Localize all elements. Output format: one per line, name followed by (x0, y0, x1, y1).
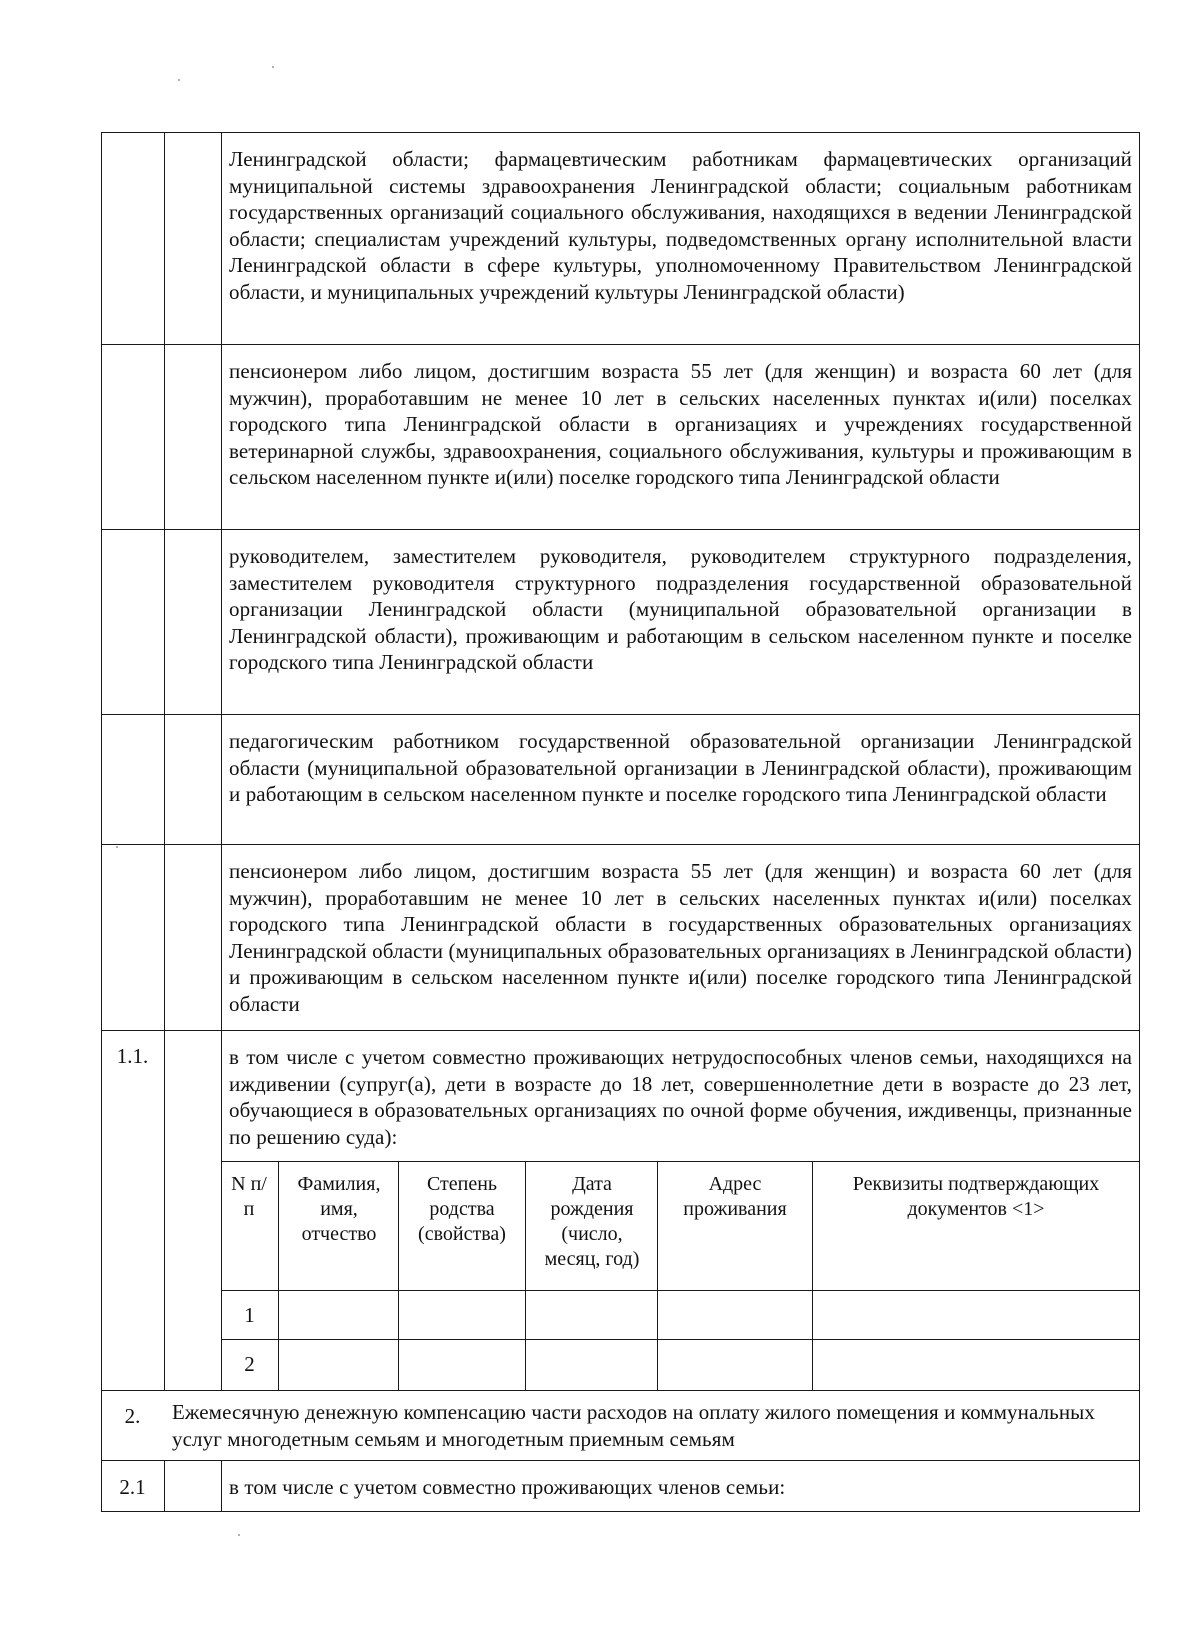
table-border-left (101, 132, 102, 1512)
family-table-row-separator (221, 1290, 1139, 1291)
row-separator (101, 1030, 1140, 1031)
scan-speck (178, 79, 180, 81)
family-table-column-separator (525, 1161, 526, 1390)
column-separator-mark (221, 132, 222, 1390)
scan-speck (116, 846, 118, 848)
row-separator (101, 1390, 1140, 1391)
row-text-teachers: педагогическим работником государственной образовательной организации Ленинградской области (муниципальной образовательной организации в Ленинградской области), проживающим и работающим в сельском населенном пункте и поселке городского типа Ленинградской области (229, 729, 1132, 806)
row-text-pensioner-education: пенсионером либо лицом, достигшим возраста 55 лет (для женщин) и возраста 60 лет (для мужчин), проработавшим не менее 10 лет в сельских населенных пунктах и(или) поселках городского типа Ленинградской области в государственных образовательных организациях Ленинградской области (муниципальных образовательных организациях в Ленинградской области) и проживающим в сельском населенном пункте и(или) поселке городского типа Ленинградской области (229, 859, 1132, 1016)
scan-speck (238, 1534, 240, 1536)
family-header-address: Адрес проживания (683, 1173, 787, 1220)
family-table-column-separator (398, 1161, 399, 1390)
family-row-number: 2 (244, 1352, 255, 1376)
row-text-pensioner-social-services: пенсионером либо лицом, достигшим возраста 55 лет (для женщин) и возраста 60 лет (для мужчин), проработавшим не менее 10 лет в сельских населенных пунктах и(или) поселках городского типа Ленинградской области в организациях и учреждениях государственной ветеринарной службы, здравоохранения, социального обслуживания, культуры и проживающим в сельском населенном пункте и(или) поселке городского типа Ленинградской области (229, 359, 1132, 489)
family-row-number: 1 (244, 1303, 255, 1327)
row-number-2: 2. (124, 1404, 141, 1428)
row-separator (101, 1460, 1140, 1461)
family-table-column-separator (657, 1161, 658, 1390)
column-separator-number (164, 1460, 165, 1512)
row-text-compensation: Ежемесячную денежную компенсацию части расходов на оплату жилого помещения и коммунальных услуг многодетным семьям и многодетным приемным семьям (172, 1400, 1095, 1451)
family-header-birth-date: Дата рождения (число, месяц, год) (544, 1173, 640, 1270)
table-border-top (101, 132, 1140, 133)
row-number-1-1: 1.1. (116, 1044, 149, 1068)
family-table-row-separator (221, 1339, 1139, 1340)
row-separator (101, 344, 1140, 345)
row-text-dependents: в том числе с учетом совместно проживающих нетрудоспособных членов семьи, находящихся на иждивении (супруг(а), дети в возрасте до 18 лет, совершеннолетние дети в возрасте до 23 лет, обучающиеся в образовательных организациях по очной форме обучения, иждивенцы, признанные по решению суда): (229, 1045, 1132, 1149)
row-number-2-1: 2.1 (119, 1475, 146, 1499)
table-border-bottom (101, 1511, 1140, 1512)
column-separator-mark (221, 1460, 222, 1512)
family-table-border-top (221, 1161, 1139, 1162)
family-header-full-name: Фамилия, имя, отчество (297, 1173, 381, 1245)
row-separator (101, 844, 1140, 845)
family-header-documents: Реквизиты подтверждающих документов <1> (852, 1173, 1100, 1220)
column-separator-number (164, 132, 165, 1390)
row-separator (101, 529, 1140, 530)
table-border-right (1139, 132, 1140, 1512)
row-text-family-members: в том числе с учетом совместно проживающих членов семьи: (229, 1475, 786, 1499)
scan-speck (272, 66, 274, 68)
row-text-cultural-workers: Ленинградской области; фармацевтическим работникам фармацевтических организаций муниципальной системы здравоохранения Ленинградской области; социальным работникам государственных организаций социального обслуживания, находящихся в ведении Ленинградской области; специалистам учреждений культуры, подведомственных органу исполнительной власти Ленинградской области в сфере культуры, уполномоченному Правительством Ленинградской области, и муниципальных учреждений культуры Ленинградской области) (229, 147, 1132, 304)
family-header-relation: Степень родства (свойства) (418, 1173, 506, 1245)
family-header-number: N п/п (231, 1173, 267, 1220)
family-table-column-separator (812, 1161, 813, 1390)
row-separator (101, 714, 1140, 715)
row-text-education-managers: руководителем, заместителем руководителя, руководителем структурного подразделения, заместителем руководителя структурного подразделения государственной образовательной организации Ленинградской области (муниципальной образовательной организации в Ленинградской области), проживающим и работающим в сельском населенном пункте и поселке городского типа Ленинградской области (229, 544, 1132, 674)
family-table-column-separator (278, 1161, 279, 1390)
